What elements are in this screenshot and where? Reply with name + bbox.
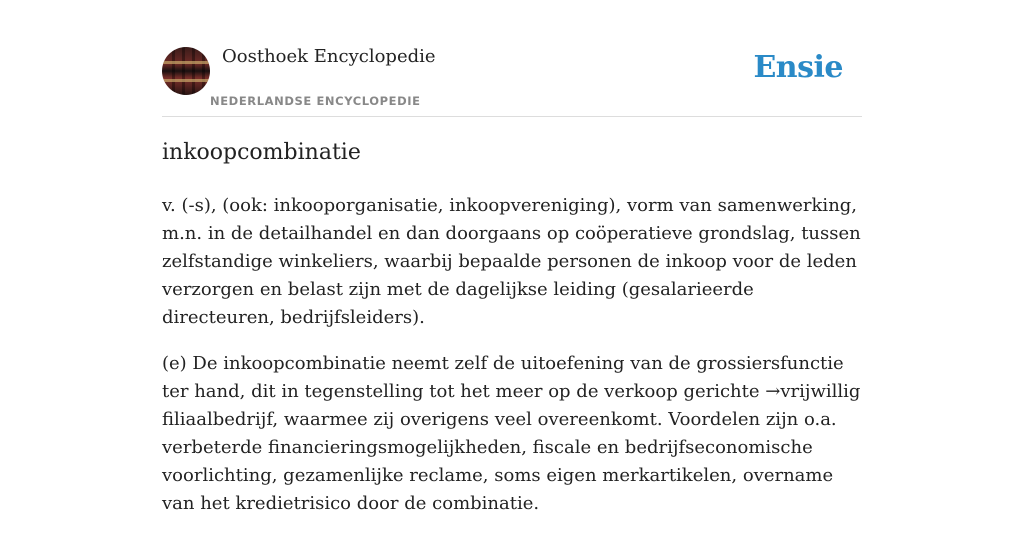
article-paragraph: v. (-s), (ook: inkooporganisatie, inkoopvereniging), vorm van samenwerking, m.n. in de detailhandel en dan doorgaans op coöperatieve grondslag, tussen zelfstandige winkeliers, waarbij bepaalde personen de inkoop voor de leden verzorgen en belast zijn met de dagelijkse leiding (gesalarieerde directeuren, bedrijfsleiders).: [162, 195, 861, 328]
page-title: inkoopcombinatie: [162, 140, 361, 165]
article-paragraph: (e) De inkoopcombinatie neemt zelf de uitoefening van de grossiersfunctie ter hand, dit in tegenstelling tot het meer op de verkoop gerichte →vrijwillig filiaalbedrijf, waarmee zij overigens veel overeenkomt. Voordelen zijn o.a. verbeterde financieringsmogelijkheden, fiscale en bedrijfseconomische voorlichting, gezamenlijke reclame, soms eigen merkartikelen, overname van het kredietrisico door de combinatie.: [162, 353, 861, 514]
site-title[interactable]: Oosthoek Encyclopedie: [222, 46, 436, 67]
encyclopedia-books-avatar[interactable]: [162, 47, 210, 95]
ensie-logo[interactable]: Ensie: [753, 50, 843, 85]
site-header: [162, 0, 862, 117]
article-body: [162, 192, 862, 536]
site-subtitle: NEDERLANDSE ENCYCLOPEDIE: [210, 94, 421, 108]
